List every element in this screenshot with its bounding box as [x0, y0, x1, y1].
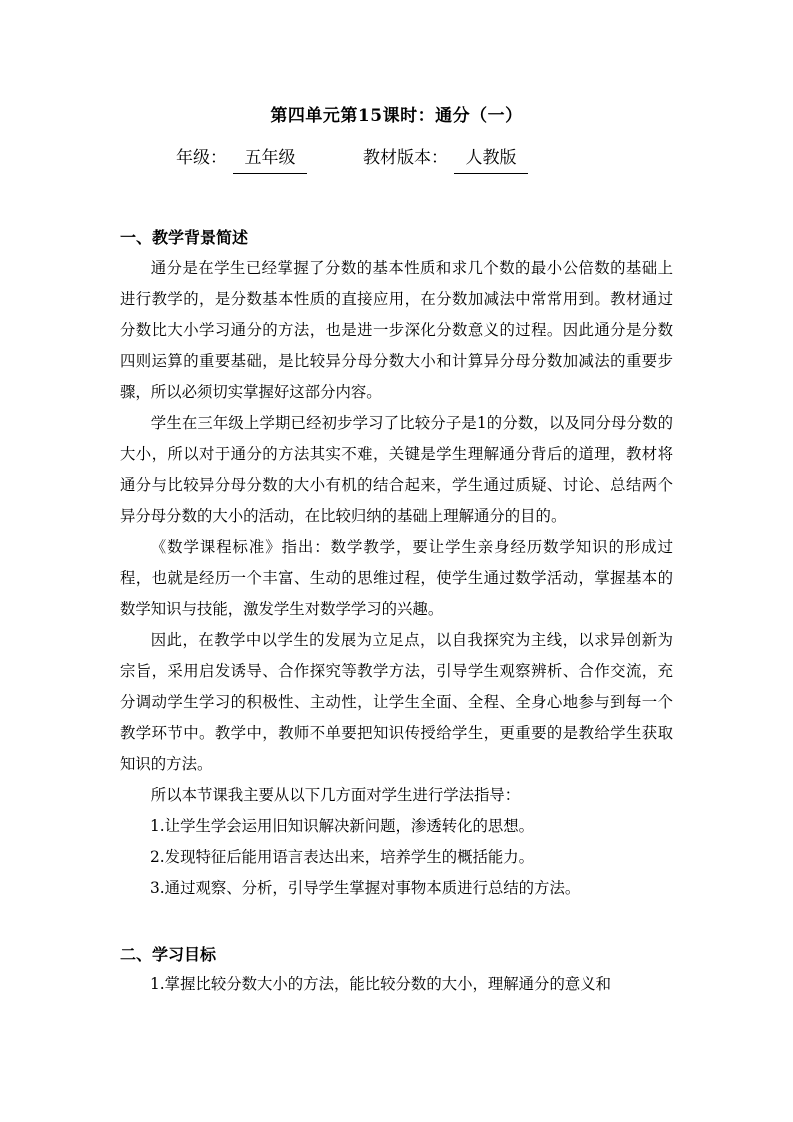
edition-value: 人教版: [454, 143, 528, 174]
section-body-background: [120, 253, 673, 904]
paragraph: 通分是在学生已经掌握了分数的基本性质和求几个数的最小公倍数的基础上进行教学的，是分数基本性质的直接应用，在分数加减法中常常用到。教材通过分数比大小学习通分的方法，也是进一步深化分数意义的过程。因此通分是分数四则运算的重要基础，是比较异分母分数大小和计算异分母分数加减法的重要步骤，所以必须切实掌握好这部分内容。: [120, 259, 673, 401]
page-title: 第四单元第15课时：通分（一）: [270, 106, 523, 126]
edition-label: 教材版本：: [363, 148, 448, 168]
paragraph: 《数学课程标准》指出：数学教学，要让学生亲身经历数学知识的形成过程，也就是经历一个丰富、生动的思维过程，使学生通过数学活动，掌握基本的数学知识与技能，激发学生对数学学习的兴趣。: [120, 538, 673, 618]
list-item: 1.掌握比较分数大小的方法，能比较分数的大小，理解通分的意义和: [150, 975, 612, 993]
paragraph: 所以本节课我主要从以下几方面对学生进行学法指导：: [150, 786, 521, 804]
list-item: 2.发现特征后能用语言表达出来，培养学生的概括能力。: [150, 848, 535, 866]
section-heading-objectives: 二、学习目标: [120, 945, 217, 964]
paragraph: 因此，在教学中以学生的发展为立足点，以自我探究为主线，以求异创新为宗旨，采用启发诱导、合作探究等教学方法，引导学生观察辨析、合作交流，充分调动学生学习的积极性、主动性，让学生全面、全程、全身心地参与到每一个教学环节中。教学中，教师不单要把知识传授给学生，更重要的是教给学生获取知识的方法。: [120, 631, 673, 773]
list-item: 1.让学生学会运用旧知识解决新问题，渗透转化的思想。: [150, 817, 535, 835]
paragraph: 学生在三年级上学期已经初步学习了比较分子是1的分数，以及同分母分数的大小，所以对于通分的方法其实不难，关键是学生理解通分背后的道理，教材将通分与比较异分母分数的大小有机的结合起来，学生通过质疑、讨论、总结两个异分母分数的大小的活动，在比较归纳的基础上理解通分的目的。: [120, 414, 673, 525]
section-heading-background: 一、教学背景简述: [120, 228, 249, 247]
section-body-objectives: [120, 969, 673, 1000]
grade-label: 年级：: [176, 148, 227, 168]
grade-value: 五年级: [233, 143, 307, 174]
list-item: 3.通过观察、分析，引导学生掌握对事物本质进行总结的方法。: [150, 879, 581, 897]
lesson-meta: [176, 143, 528, 174]
